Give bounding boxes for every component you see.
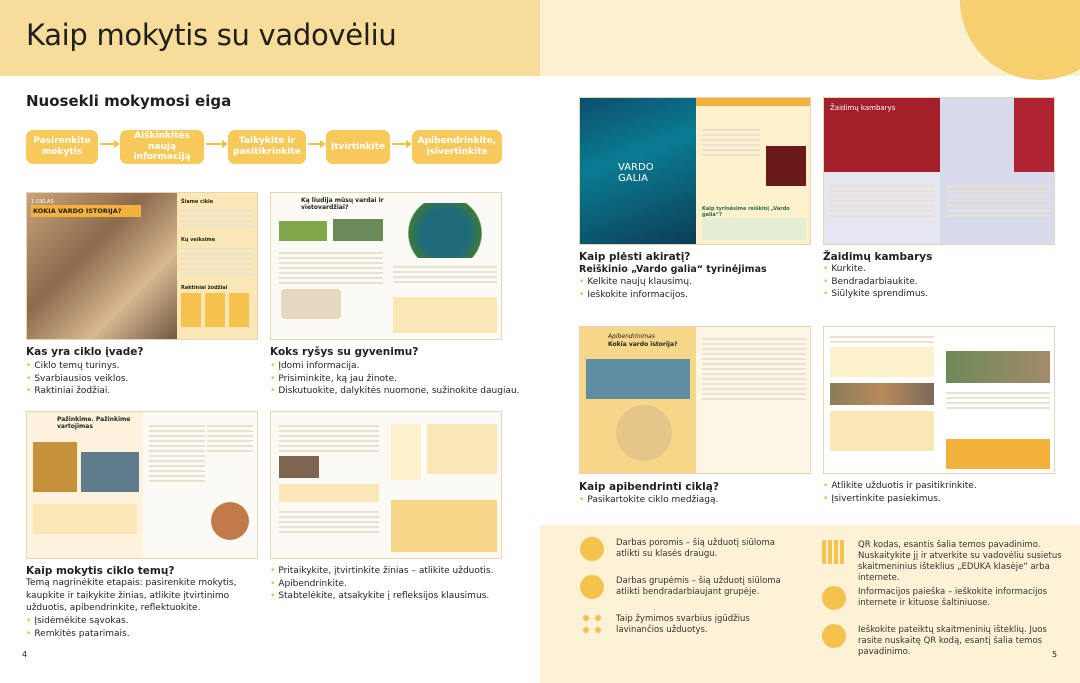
list-item: • Kurkite. bbox=[823, 263, 928, 276]
text-lines bbox=[279, 508, 379, 536]
thumbnail-cycle-intro bbox=[26, 192, 258, 340]
list-item: • Ciklo temų turinys. bbox=[26, 360, 128, 373]
step-4: Įtvirtinkite bbox=[326, 130, 390, 164]
list-item: • Svarbiausios veiklos. bbox=[26, 373, 128, 386]
header-band-right bbox=[540, 0, 1080, 76]
block-title-life: Koks ryšys su gyvenimu? bbox=[270, 346, 419, 358]
task-box bbox=[279, 484, 379, 502]
list-item: • Atlikite užduotis ir pasitikrinkite. bbox=[823, 480, 977, 493]
games-list bbox=[823, 263, 928, 301]
photo-strip-right bbox=[946, 351, 1050, 383]
legend-group-work: Darbas grupėmis – šią užduotį siūloma atlikti bendradarbiaujant grupėje. bbox=[616, 576, 781, 597]
page-number-right: 5 bbox=[1052, 650, 1058, 659]
horizon-list bbox=[579, 276, 692, 301]
side-heading-3: Raktiniai žodžiai bbox=[181, 285, 228, 291]
legend-key-skill: Taip žymimos svarbius įgūdžius lavinančios užduotys. bbox=[616, 614, 750, 635]
legend-digital-resource: Ieškokite pateiktų skaitmeninių išteklių. Juos rasite nuskaitę QR kodą, esantį šalia temos pavadinimo. bbox=[858, 625, 1047, 657]
text-lines bbox=[207, 422, 253, 455]
town-image bbox=[586, 359, 690, 399]
summary-title: Kokia vardo istorija? bbox=[608, 341, 678, 348]
thumbnail-life-connection bbox=[270, 192, 502, 340]
side-heading-1: Šiame cikle bbox=[181, 199, 214, 205]
classroom-image bbox=[81, 452, 139, 492]
block-title-horizon: Kaip plėsti akiratį? bbox=[579, 251, 691, 263]
step-arrow bbox=[100, 143, 118, 145]
text-lines bbox=[279, 422, 379, 455]
list-item: • Apibendrinkite. bbox=[270, 578, 493, 591]
step-2: Aiškinkitės naują informaciją bbox=[120, 130, 204, 164]
list-item: • Siūlykite sprendimus. bbox=[823, 288, 928, 301]
text-lines bbox=[830, 333, 934, 346]
list-item: • Įsivertinkite pasiekimus. bbox=[823, 493, 977, 506]
page-bar bbox=[696, 98, 811, 106]
word-list bbox=[391, 424, 421, 480]
people-illustration bbox=[281, 289, 341, 319]
text-lines bbox=[181, 207, 253, 230]
list-item: • Prisiminkite, ką jau žinote. bbox=[270, 373, 520, 386]
self-check-list bbox=[823, 480, 977, 505]
thumbnail-topic-learning bbox=[26, 411, 258, 559]
step-5: Apibendrinkite, įsivertinkite bbox=[412, 130, 502, 164]
table-box bbox=[830, 347, 934, 377]
list-item: • Remkitės patarimais. bbox=[26, 628, 130, 641]
search-info-icon bbox=[822, 586, 846, 610]
thumbnail-game-room bbox=[823, 97, 1055, 245]
road-sign-image bbox=[279, 221, 327, 241]
section-title: Nuosekli mokymosi eiga bbox=[26, 92, 232, 110]
thumbnail-summary bbox=[579, 326, 811, 474]
list-item: • Pasikartokite ciklo medžiagą. bbox=[579, 494, 718, 507]
practice-list bbox=[270, 565, 493, 603]
vardo-galia-title: VARDO GALIA bbox=[618, 162, 654, 184]
exercise-box bbox=[427, 424, 497, 474]
game-room-title: Žaidimų kambarys bbox=[830, 104, 896, 112]
thumb-heading: Pažinkime. Pažinkime vartojimas bbox=[57, 416, 131, 430]
step-3: Taikykite ir pasitikrinkite bbox=[228, 130, 306, 164]
page-number-left: 4 bbox=[22, 650, 28, 659]
research-heading: Kaip tyrinėsime reiškinį „Vardo galia“? bbox=[702, 206, 790, 218]
step-arrow bbox=[392, 143, 410, 145]
text-lines bbox=[279, 249, 383, 287]
text-lines bbox=[702, 126, 760, 159]
thumbnail-vardo-galia bbox=[579, 97, 811, 245]
list-item: • Pritaikykite, įtvirtinkite žinias – atlikite užduotis. bbox=[270, 565, 493, 578]
text-lines bbox=[393, 263, 497, 286]
step-1: Pasirenkite mokytis bbox=[26, 130, 98, 164]
list-item: • Stabtelėkite, atsakykite į refleksijos klausimus. bbox=[270, 590, 493, 603]
block-title-games: Žaidimų kambarys bbox=[823, 251, 933, 263]
thumbnail-practice bbox=[270, 411, 502, 559]
landscape-image bbox=[333, 219, 383, 241]
life-list bbox=[270, 360, 520, 398]
list-item: • Raktiniai žodžiai. bbox=[26, 385, 128, 398]
summary-box bbox=[391, 500, 497, 552]
honeycomb-image bbox=[33, 442, 77, 492]
topics-list bbox=[26, 615, 130, 640]
task-box bbox=[393, 297, 497, 333]
lake-image bbox=[393, 203, 497, 258]
legend-qr-code: QR kodas, esantis šalia temos pavadinimo. Nuskaitykite jį ir atverkite su vadovėliu susietus skaitmeninius išteklius „EDUKA klasėje“ arba internete. bbox=[858, 540, 1062, 583]
self-assess-table bbox=[946, 439, 1050, 469]
intro-list bbox=[26, 360, 128, 398]
text-lines bbox=[946, 389, 1050, 412]
task-box bbox=[33, 504, 137, 534]
block-title-summary: Kaip apibendrinti ciklą? bbox=[579, 481, 719, 493]
topics-paragraph: Temą nagrinėkite etapais: pasirenkite mokytis, kaupkite ir taikykite žinias, atlikite įtvirtinimo užduotis, apibendrinkite, reflektuokite. bbox=[26, 578, 237, 613]
digital-resource-icon bbox=[822, 624, 846, 648]
summary-list bbox=[579, 494, 718, 507]
legend-pair-work: Darbas poromis – šią užduotį siūloma atlikti su klasės draugu. bbox=[616, 538, 775, 559]
curtain-right bbox=[1014, 98, 1055, 172]
list-item: • Ieškokite informacijos. bbox=[579, 289, 692, 302]
text-lines bbox=[946, 182, 1050, 220]
text-lines bbox=[702, 335, 806, 403]
list-item: • Įsidėmėkite sąvokas. bbox=[26, 615, 130, 628]
learning-steps bbox=[26, 130, 506, 164]
cycle-label: KOKIA VARDO ISTORIJA? bbox=[31, 205, 141, 217]
block-title-topics: Kaip mokytis ciklo temų? bbox=[26, 565, 175, 577]
qr-code-icon bbox=[822, 540, 846, 564]
group-work-icon bbox=[580, 575, 604, 599]
list-item: • Bendradarbiaukite. bbox=[823, 276, 928, 289]
person-photo bbox=[211, 502, 249, 540]
page-title: Kaip mokytis su vadovėliu bbox=[26, 18, 397, 52]
list-item: • Įdomi informacija. bbox=[270, 360, 520, 373]
thumbnail-self-check bbox=[823, 326, 1055, 474]
side-heading-2: Kų veiksime bbox=[181, 237, 216, 243]
task-box bbox=[830, 411, 934, 451]
step-arrow bbox=[308, 143, 324, 145]
list-item: • Kelkite naujų klausimų. bbox=[579, 276, 692, 289]
block-title-intro: Kas yra ciklo įvade? bbox=[26, 346, 144, 358]
block-subtitle-horizon: Reiškinio „Vardo galia“ tyrinėjimas bbox=[579, 264, 767, 275]
phone-image bbox=[616, 405, 672, 461]
step-arrow bbox=[206, 143, 226, 145]
summary-tag: Apibendrinimas bbox=[608, 333, 655, 340]
key-skill-icon bbox=[580, 612, 604, 636]
legend-search-info: Informacijos paieška – ieškokite informacijos internete ir kituose šaltiniuose. bbox=[858, 587, 1048, 608]
thumb-heading: Ką liudija mūsų vardai ir vietovardžiai? bbox=[301, 197, 384, 211]
roots-image bbox=[279, 456, 319, 478]
photo-strip bbox=[830, 383, 934, 405]
text-lines bbox=[830, 182, 934, 220]
decorative-blob bbox=[960, 0, 1080, 80]
cycle-tag: 1 CIKLAS bbox=[31, 199, 54, 205]
text-lines bbox=[181, 245, 253, 278]
fire-image bbox=[766, 146, 806, 186]
list-item: • Diskutuokite, dalykitės nuomone, sužinokite daugiau. bbox=[270, 385, 520, 398]
pair-work-icon bbox=[580, 537, 604, 561]
research-table bbox=[702, 218, 806, 240]
keywords-grid bbox=[181, 293, 253, 327]
text-lines bbox=[149, 422, 205, 485]
